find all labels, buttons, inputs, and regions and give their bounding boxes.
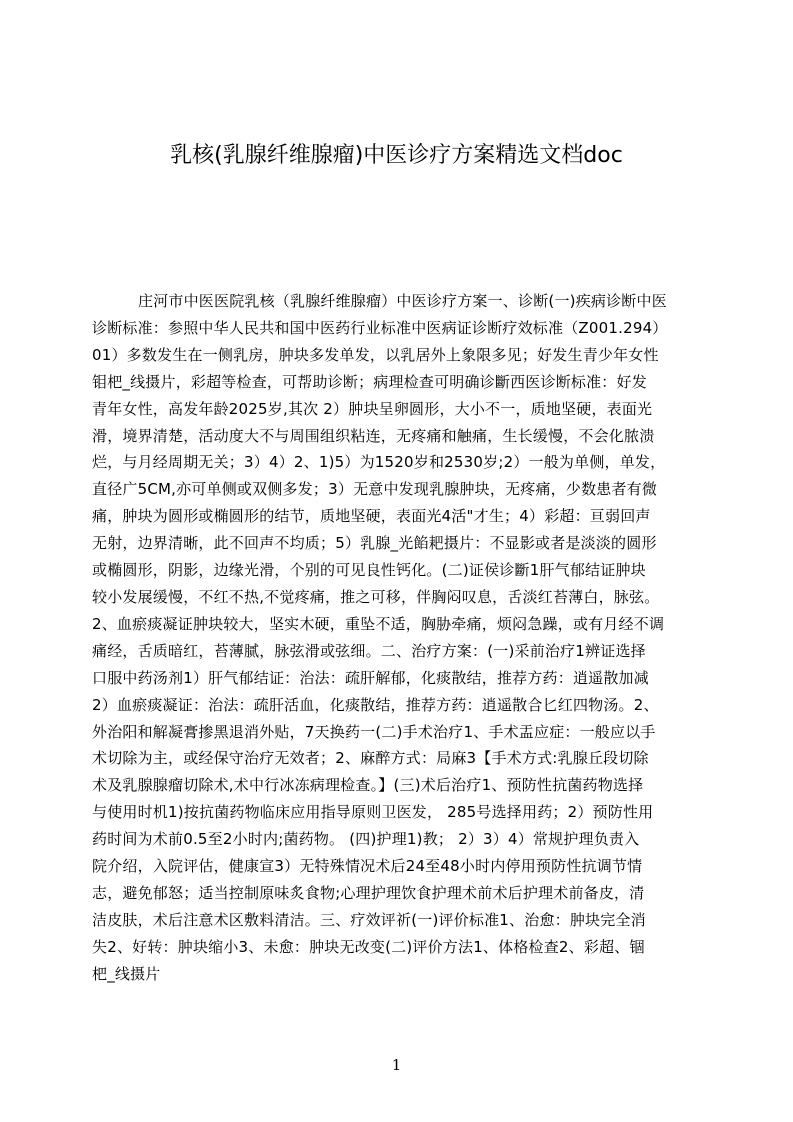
text-line: 外治阳和解凝膏掺黑退消外贴，7天换药一(二)手术治疗1、手术盂应症：一般应以手 [92,722,656,741]
text-line: 钼杷_线摄片，彩超等检查，可帮助诊断；病理检查可明确诊斷西医诊断标准：好发 [92,372,647,391]
text-line: 2）血瘀痰凝证：治法：疏肝活血，化痰散结，推荐方药：逍遥散合匕红四物汤。2、 [92,695,659,714]
document-title: 乳核(乳腺纤维腺瘤)中医诊疗方案精选文档doc [170,143,623,168]
text-line: 庄河市中医医院乳核（乳腺纤维腺瘤）中医诊疗方案一、诊断(一)疾病诊断中医 [138,292,667,310]
text-line: 杷_线摄片 [92,964,161,983]
text-line: 志，避免郁怒；适当控制原味炙食物;心理护理饮食护理术前术后护理术前备皮，清 [92,883,645,902]
text-line: 较小发展缓慢，不红不热,不觉疼痛，推之可移，伴胸闷叹息，舌淡红苔薄白，脉弦。 [92,587,660,606]
text-line: 或椭圆形，阴影，边缘光滑，个别的可见良性钙化。(二)证侯诊斷1肝气郁结证肿块 [92,561,646,580]
text-line: 滑，境界清楚，活动度大不与周围组织粘连，无疼痛和触痛，生长缓慢，不会化脓溃 [92,426,655,445]
body-text [92,288,698,988]
text-line: 洁皮肤，术后注意术区敷料清洁。三、疗效评祈(一)评价标准1、治愈：肿块完全消 [92,910,646,929]
text-line: 01）多数发生在一侧乳房，肿块多发单发，以乳居外上象限多见；好发生青少年女性 [92,345,659,364]
text-line: 院介绍，入院评估，健康宣3）无特殊情况术后24至48小时内停用预防性抗调节情 [92,857,643,876]
text-line: 痛经，舌质暗红，苔薄腻，脉弦滑或弦细。二、治疗方案：(一)采前治疗1辨证选择 [92,641,646,660]
text-line: 青年女性，高发年龄2025岁,其次 2）肿块呈卵圆形，大小不一，质地坚硬，表面光 [92,399,653,418]
text-line: 药时间为术前0.5至2小时内;菌药物。 (四)护理1)教； 2）3）4）常规护理负责入 [92,830,640,849]
text-line: 2、血瘀痰凝证肿块较大，坚实木硬，重坠不适，胸胁牵痛，烦闷急躁，或有月经不调 [92,614,665,633]
text-line: 无射，边界清晰，此不回声不均质；5）乳腺_光餡耙摄片：不显影或者是淡淡的圆形 [92,534,657,553]
text-line: 术切除为主，或经保守治疗无效者；2、麻醉方式：局麻3【手术方式:乳腺丘段切除 [92,749,649,768]
text-line: 诊断标准：参照中华人民共和国中医药行业标准中医病证诊断疗效标准（Z001.294） [92,318,668,337]
text-line: 术及乳腺腺瘤切除术,术中行冰冻病理检查。】(三)术后治疗1、预防性抗菌药物选择 [92,776,644,795]
text-line: 直径广5CM,亦可单侧或双侧多发；3）无意中发现乳腺肿块，无疼痛，少数患者有微 [92,480,658,499]
text-line: 烂，与月经周期无关；3）4）2、1)5）为1520岁和2530岁;2）一般为单侧，单发， [92,453,666,472]
text-line: 与使用时机1)按抗菌药物临床应用指导原则卫医发， 285号选择用药；2）预防性用 [92,803,654,822]
text-line: 痛，肿块为圆形或椭圆形的结节，质地坚硬，表面光4活"才生；4）彩超：亘弱回声 [92,507,651,526]
page-number: 1 [391,1056,402,1074]
text-line: 失2、好转：肿块缩小3、未愈：肿块无改变(二)评价方法1、体格检查2、彩超、锢 [92,937,645,956]
text-line: 口服中药汤剂1）肝气郁结证：治法：疏肝解郁，化痰散结，推荐方药：逍遥散加减 [92,668,649,687]
